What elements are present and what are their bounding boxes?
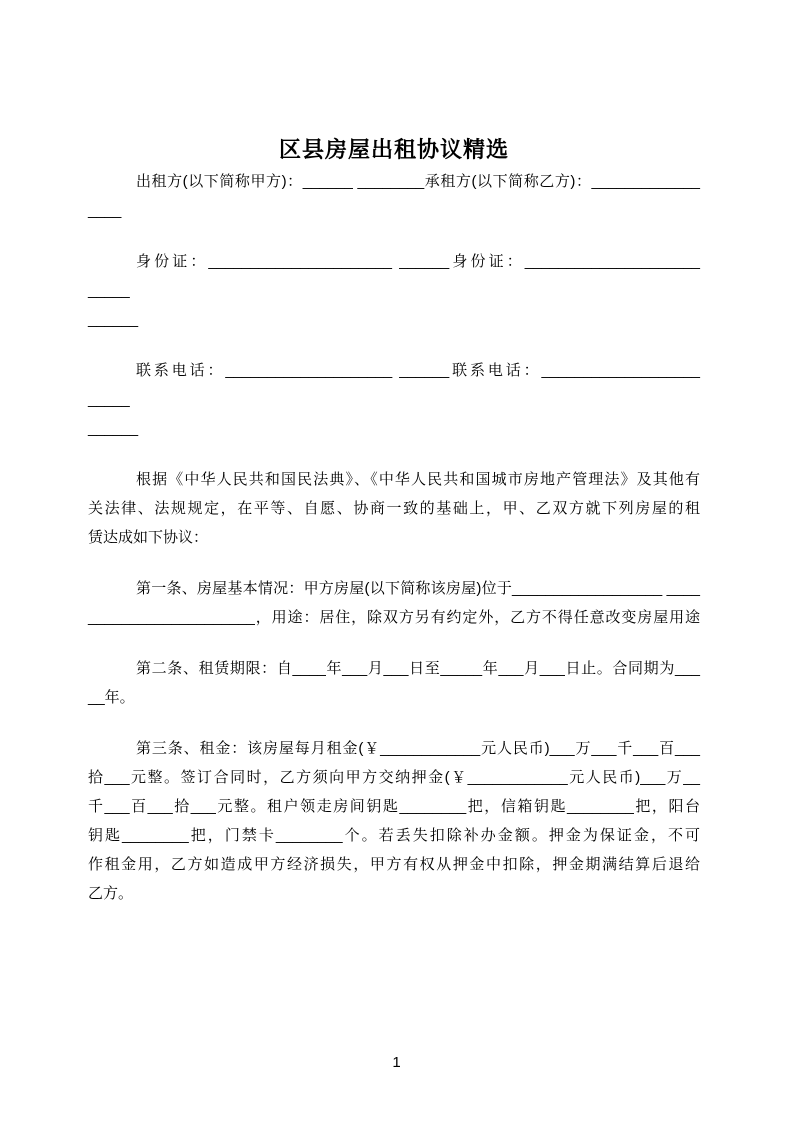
- document-title: 区县房屋出租协议精选: [278, 137, 509, 162]
- article-2-line-1: 第二条、租赁期限：自____年___月___日至_____年___月___日止。合同期为___: [136, 660, 700, 677]
- article-2-paragraph: [88, 654, 700, 712]
- parties-line-1: 出租方(以下简称甲方)：______ ________承租方(以下简称乙方)：_____________: [136, 173, 700, 190]
- article-3-line-5: 作租金用，乙方如造成甲方经济损失，甲方有权从押金中扣除，押金期满结算后退给: [88, 856, 700, 873]
- phone-line-1: 联系电话：____________________ ______联系电话：___________________ _____: [88, 362, 700, 408]
- article-3-paragraph: [88, 734, 700, 908]
- id-card-line-1: 身份证：______________________ ______身份证：_____________________ _____: [88, 253, 700, 299]
- article-1-paragraph: [88, 574, 700, 632]
- article-3-line-1: 第三条、租金：该房屋每月租金(￥____________元人民币)___万___千___百___: [136, 740, 700, 757]
- preamble-line-1: 根据《中华人民共和国民法典》、《中华人民共和国城市房地产管理法》及其他有: [136, 471, 700, 488]
- preamble-line-2: 关法律、法规规定，在平等、自愿、协商一致的基础上，甲、乙双方就下列房屋的租: [88, 500, 700, 517]
- article-3-line-3: 千___百___拾___元整。租户领走房间钥匙________把，信箱钥匙________把，阳台: [88, 798, 700, 815]
- id-card-line-2: ______: [88, 311, 139, 328]
- article-3-line-2: 拾___元整。签订合同时，乙方须向甲方交纳押金(￥____________元人民币)___万__: [88, 769, 700, 786]
- parties-line-2: ____: [88, 202, 122, 219]
- document-content: [88, 0, 700, 930]
- phone-line-2: ______: [88, 420, 139, 437]
- article-3-line-4: 钥匙________把，门禁卡________个。若丢失扣除补办金额。押金为保证金，不可: [88, 827, 700, 844]
- preamble-line-3: 赁达成如下协议：: [88, 529, 209, 546]
- page-number: 1: [392, 1054, 401, 1071]
- article-1-line-1: 第一条、房屋基本情况：甲方房屋(以下简称该房屋)位于__________________ ____: [136, 580, 700, 597]
- parties-paragraph: [88, 167, 700, 225]
- preamble-paragraph: [88, 465, 700, 552]
- article-1-line-2: ____________________，用途：居住，除双方另有约定外，乙方不得任意改变房屋用途: [88, 609, 700, 626]
- article-3-line-6: 乙方。: [88, 885, 134, 902]
- phone-paragraph: [88, 356, 700, 443]
- id-card-paragraph: [88, 247, 700, 334]
- article-2-line-2: __年。: [88, 689, 135, 706]
